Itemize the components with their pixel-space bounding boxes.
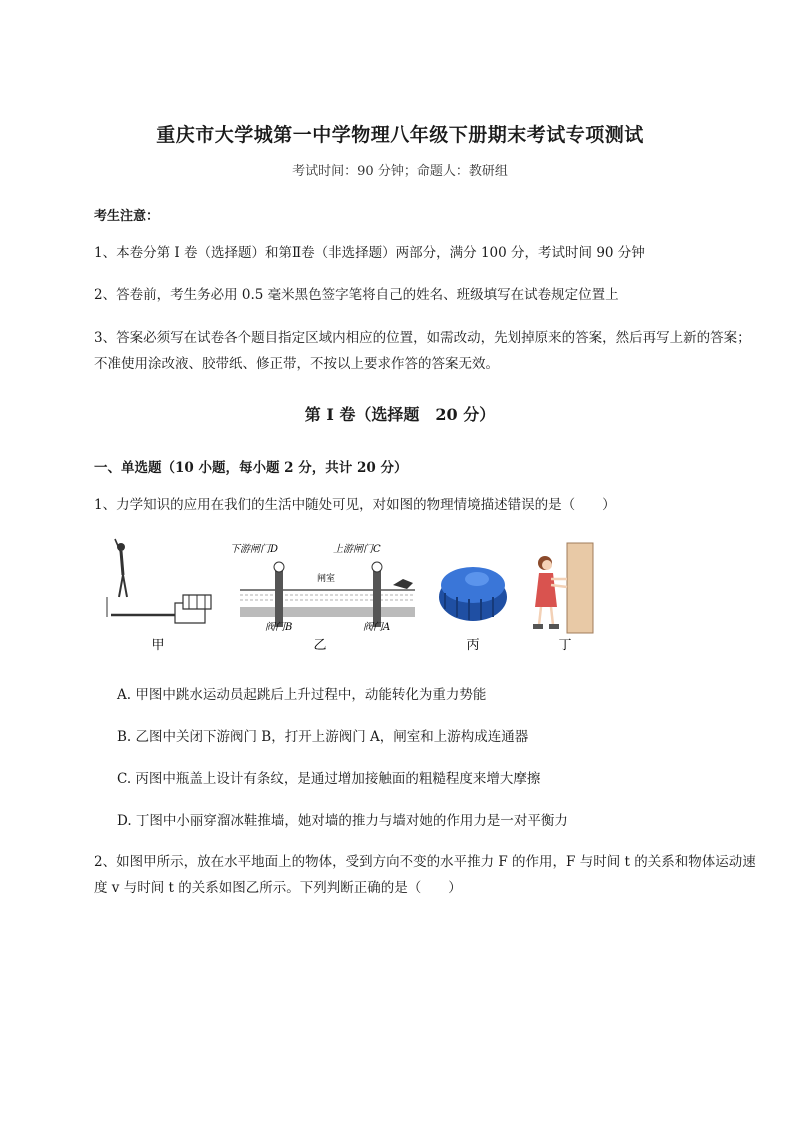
figure-caption-yi: 乙 [313,638,327,653]
question-1-option-b: B. 乙图中关闭下游阀门 B，打开上游阀门 A，闸室和上游构成连通器 [117,729,529,745]
question-2-stem: 2、如图甲所示，放在水平地面上的物体，受到方向不变的水平推力 F 的作用，F 与时间 t 的关系和物体运动速度 v 与时间 t 的关系如图乙所示。下列判断正确的是（ ） [94,854,756,896]
section-title: 第 I 卷（选择题 20 分） [304,405,496,424]
figure-caption-jia: 甲 [151,638,165,653]
figure-caption-ding: 丁 [558,638,572,653]
girl-pushing-wall-illustration [533,543,593,633]
exam-subtitle: 考试时间：90 分钟；命题人：教研组 [292,164,508,179]
figure-caption-bing: 丙 [466,638,480,653]
question-1-option-d: D. 丁图中小丽穿溜冰鞋推墙，她对墙的推力与墙对她的作用力是一对平衡力 [117,813,568,829]
question-1-option-a: A. 甲图中跳水运动员起跳后上升过程中，动能转化为重力势能 [117,687,487,703]
question-group-heading: 一、单选题（10 小题，每小题 2 分，共计 20 分） [94,460,408,476]
note-item-1: 1、本卷分第 I 卷（选择题）和第Ⅱ卷（非选择题）两部分，满分 100 分，考试时间 90 分钟 [94,245,645,261]
note-item-2: 2、答卷前，考生务必用 0.5 毫米黑色签字笔将自己的姓名、班级填写在试卷规定位置上 [94,287,619,303]
valve-a-label: 阀门A [363,622,391,633]
notes-heading: 考生注意： [94,209,160,224]
bottle-cap-illustration [439,567,507,621]
question-1-figure [105,535,605,660]
question-1-stem: 1、力学知识的应用在我们的生活中随处可见，对如图的物理情境描述错误的是（ ） [94,497,616,513]
note-item-3: 3、答案必须写在试卷各个题目指定区域内相应的位置，如需改动，先划掉原来的答案，然后再写上新的答案；不准使用涂改液、胶带纸、修正带，不按以上要求作答的答案无效。 [94,330,751,372]
downstream-gate-label: 下游闸门D [230,544,279,555]
lock-chamber-label: 闸室 [317,574,336,584]
diver-illustration [107,539,211,623]
question-1-option-c: C. 丙图中瓶盖上设计有条纹，是通过增加接触面的粗糙程度来增大摩擦 [117,771,541,787]
valve-b-label: 阀门B [265,622,293,633]
exam-title: 重庆市大学城第一中学物理八年级下册期末考试专项测试 [156,124,644,146]
ship-lock-illustration [230,543,415,633]
upstream-gate-label: 上游闸门C [333,544,381,555]
